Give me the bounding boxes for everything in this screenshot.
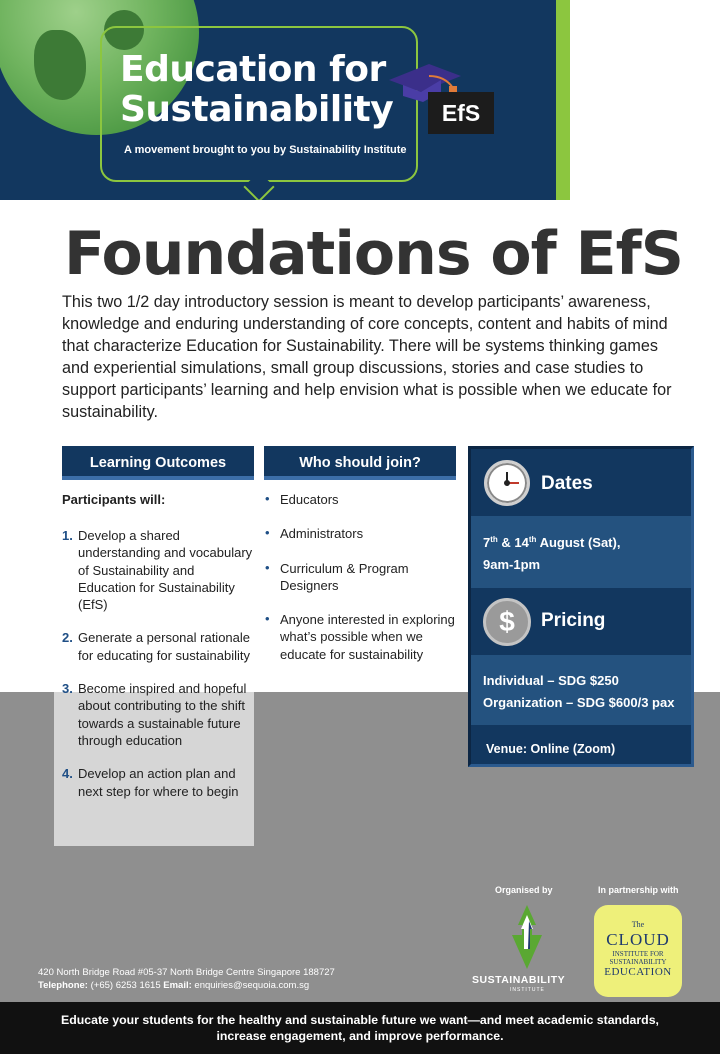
list-item-number: 1. xyxy=(62,528,73,543)
dates-heading: Dates xyxy=(541,473,593,494)
list-item xyxy=(62,629,254,664)
date-day1-suffix: th xyxy=(490,535,498,544)
list-item-text: Administrators xyxy=(280,526,364,542)
efs-badge: EfS xyxy=(428,92,494,134)
list-item-text: Become inspired and hopeful about contributing to the shift towards a sustainable future through education xyxy=(78,681,247,748)
list-item xyxy=(62,765,254,800)
pricing-text xyxy=(483,670,674,714)
list-item-text: Develop an action plan and next step for where to begin xyxy=(78,766,239,799)
partnership-label: In partnership with xyxy=(598,885,679,895)
list-item xyxy=(264,491,456,508)
list-item-number: 2. xyxy=(62,630,73,646)
bullet-icon: • xyxy=(265,525,270,541)
brand-title-line1: Education for xyxy=(120,49,386,90)
footer-line2: increase engagement, and improve performance. xyxy=(216,1029,504,1043)
brand-title xyxy=(120,50,420,130)
date-day2-suffix: th xyxy=(528,535,537,544)
price-organization: Organization – SDG $600/3 pax xyxy=(483,695,675,710)
date-day2: & 14 xyxy=(497,535,529,550)
header-banner xyxy=(0,0,556,200)
learning-outcomes-list xyxy=(62,527,254,816)
list-item-number: 4. xyxy=(62,766,73,782)
sustainability-institute-name: SUSTAINABILITY xyxy=(472,974,566,986)
cloud-education: EDUCATION xyxy=(604,966,672,978)
list-item xyxy=(264,525,456,542)
price-individual: Individual – SDG $250 xyxy=(483,673,619,688)
footer-banner xyxy=(0,1002,720,1054)
footer-line1: Educate your students for the healthy and sustainable future we want—and meet academic standards, xyxy=(61,1013,659,1027)
address-text: 420 North Bridge Road #05-37 North Bridge Centre Singapore 188727 xyxy=(38,967,335,978)
who-should-join-list xyxy=(264,491,456,680)
contact-info xyxy=(38,966,335,992)
organised-by-label: Organised by xyxy=(495,885,553,895)
page-title: Foundations of EfS xyxy=(64,219,683,289)
event-info-panel xyxy=(468,446,694,767)
bullet-icon: • xyxy=(265,491,270,506)
date-month: August (Sat), xyxy=(536,535,621,550)
clock-icon xyxy=(484,460,530,506)
list-item xyxy=(62,527,254,613)
date-time: 9am-1pm xyxy=(483,557,541,572)
header-accent-bar xyxy=(556,0,570,200)
telephone-label: Telephone: xyxy=(38,980,88,991)
brand-title-line2: Sustainability xyxy=(120,89,394,130)
cloud-name: CLOUD xyxy=(606,930,670,949)
cloud-the: The xyxy=(631,920,645,929)
list-item-number: 3. xyxy=(62,681,73,697)
list-item-text: Educators xyxy=(280,492,339,507)
cloud-institute: INSTITUTE FOR SUSTAINABILITY xyxy=(609,950,667,966)
list-item-text: Anyone interested in exploring what’s possible when we educate for sustainability xyxy=(280,612,455,662)
cloud-institute-text xyxy=(594,920,682,978)
brand-tagline: A movement brought to you by Sustainability Institute xyxy=(124,144,407,156)
date-day1: 7 xyxy=(483,535,491,550)
bullet-icon: • xyxy=(265,559,270,575)
list-item xyxy=(264,560,456,595)
who-should-join-heading: Who should join? xyxy=(264,446,456,480)
bullet-icon: • xyxy=(265,611,270,627)
dollar-icon: $ xyxy=(483,598,531,646)
email-label: Email: xyxy=(163,980,192,991)
telephone-number: (+65) 6253 1615 xyxy=(87,980,164,991)
email-address: enquiries@sequoia.com.sg xyxy=(191,980,310,991)
list-item-text: Generate a personal rationale for educating for sustainability xyxy=(78,630,251,663)
list-item-text: Curriculum & Program Designers xyxy=(280,560,409,593)
list-item xyxy=(62,680,254,749)
venue-text: Venue: Online (Zoom) xyxy=(486,742,616,756)
dates-text xyxy=(483,529,620,576)
list-item xyxy=(264,611,456,663)
learning-outcomes-heading: Learning Outcomes xyxy=(62,446,254,480)
intro-paragraph: This two 1/2 day introductory session is meant to develop participants’ awareness, knowledge and enduring understanding of core concepts, content and habits of mind that characterize Education for Sustainability. There will be systems thinking games and experiential simulations, small group discussions, stories and case studies to support participants’ learning and help envision what is possible when we educate for sustainability. xyxy=(62,293,672,421)
learning-outcomes-intro: Participants will: xyxy=(62,492,166,507)
sustainability-institute-tag: INSTITUTE xyxy=(510,987,545,993)
sustainability-institute-logo-icon xyxy=(506,905,548,969)
list-item-text: Develop a shared understanding and vocabulary of Sustainability and Education for Sustainability (EfS) xyxy=(78,528,253,613)
pricing-heading: Pricing xyxy=(541,610,606,631)
